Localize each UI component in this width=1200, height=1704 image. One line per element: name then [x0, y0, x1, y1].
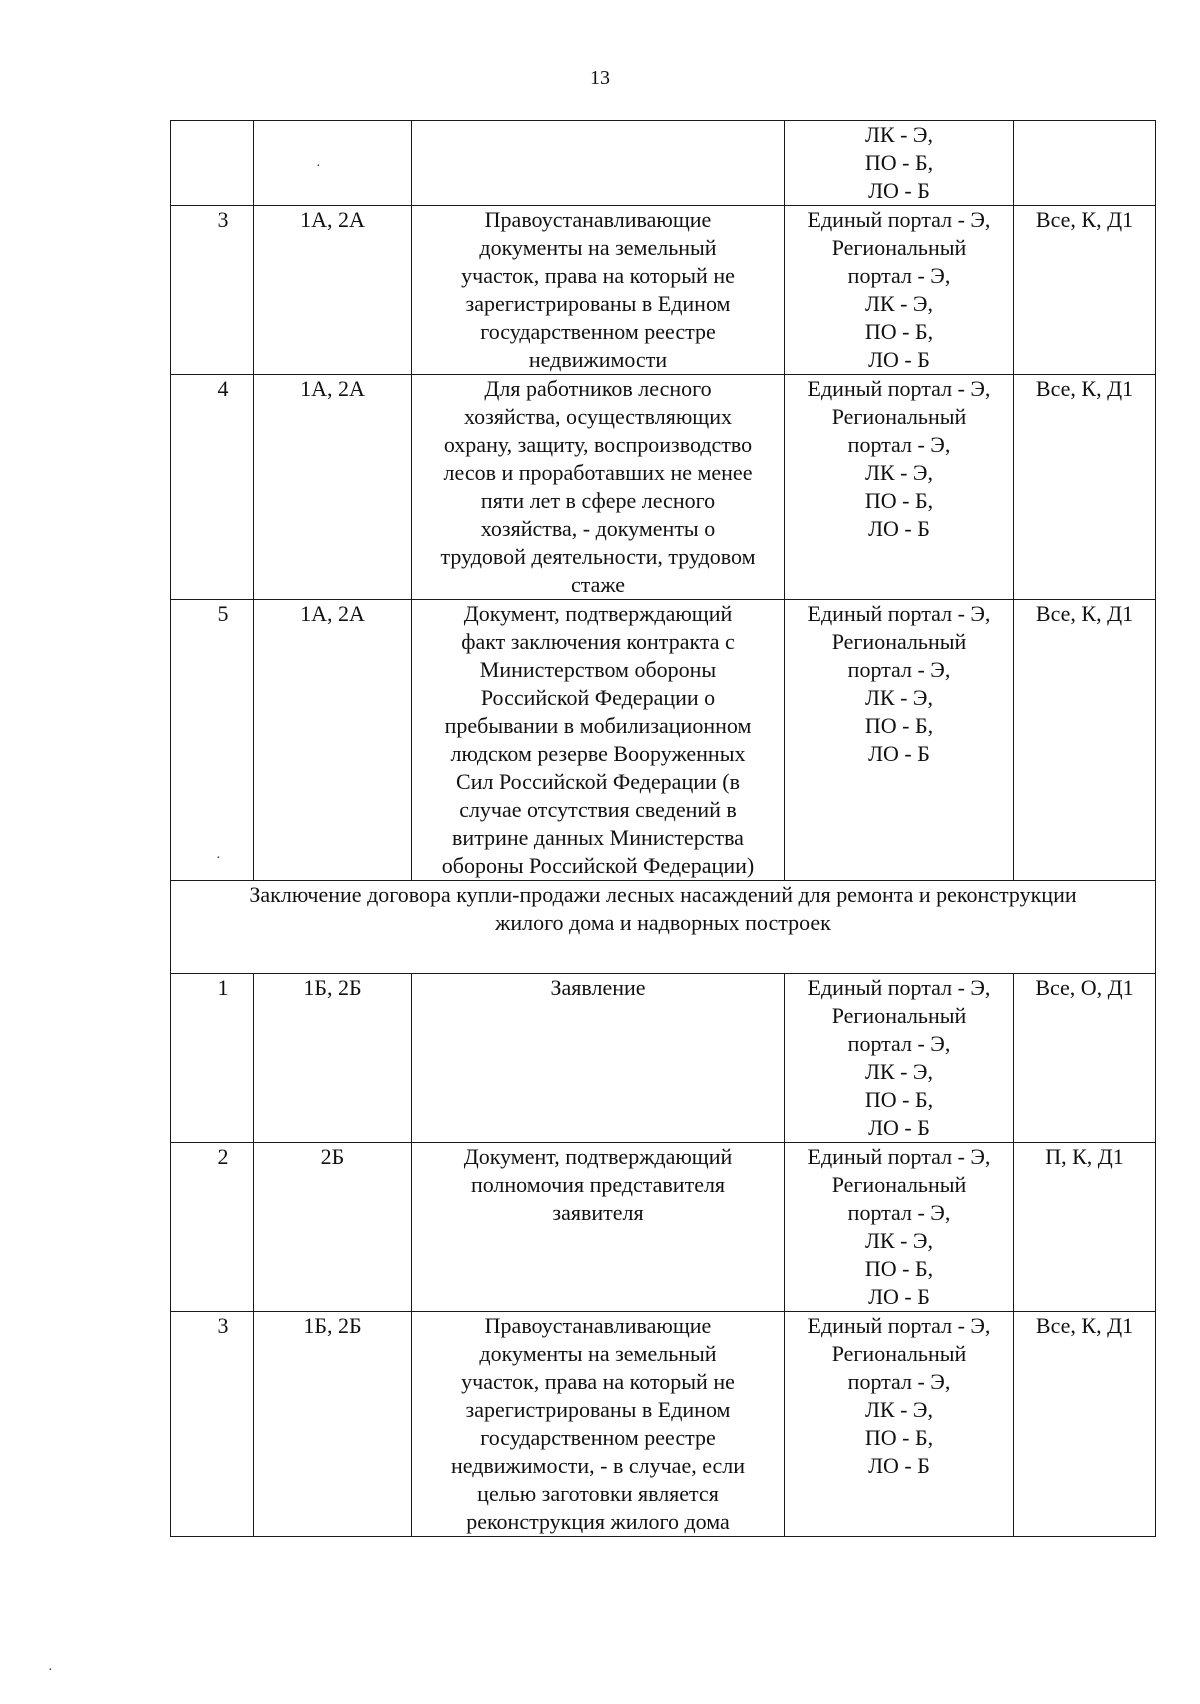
submission-channels: Единый портал - Э, Региональный портал - Э, ЛК - Э, ПО - Б, ЛО - Б — [807, 1144, 991, 1309]
submission-channels-cell — [785, 1312, 1014, 1537]
document-format-cell — [1014, 1143, 1156, 1312]
submission-channels-cell — [785, 206, 1014, 375]
row-number-cell — [171, 600, 254, 881]
table-row — [171, 974, 1156, 1143]
row-number: 1 — [217, 975, 229, 1000]
scan-speck: · — [316, 159, 321, 174]
document-format: П, К, Д1 — [1045, 1144, 1124, 1169]
row-number-cell — [171, 121, 254, 206]
submission-channels-cell — [785, 974, 1014, 1143]
document-name-cell — [412, 206, 785, 375]
scan-speck: · — [48, 1663, 53, 1678]
section-heading: Заключение договора купли-продажи лесных насаждений для ремонта и реконструкции жилого дома и надворных построек — [249, 882, 1077, 935]
applicant-code: 1А, 2А — [300, 601, 365, 626]
page-number: 13 — [590, 67, 610, 89]
document-name-cell — [412, 1312, 785, 1537]
applicant-code: 2Б — [320, 1144, 345, 1169]
document-name-cell — [412, 1143, 785, 1312]
document-name: Правоустанавливающие документы на земельный участок, права на который не зарегистрированы в Едином государственном реестре недвижимости, - в случае, если целью заготовки является реконструкция жилого дома — [450, 1313, 746, 1534]
section-heading-row — [171, 881, 1156, 974]
table-row — [171, 600, 1156, 881]
row-number-cell — [171, 1312, 254, 1537]
table-row — [171, 375, 1156, 600]
row-number: 3 — [217, 207, 229, 232]
applicant-code-cell — [254, 974, 412, 1143]
document-format-cell — [1014, 375, 1156, 600]
document-format-cell — [1014, 121, 1156, 206]
row-number-cell — [171, 974, 254, 1143]
document-format: Все, К, Д1 — [1035, 1313, 1134, 1338]
submission-channels: Единый портал - Э, Региональный портал - Э, ЛК - Э, ПО - Б, ЛО - Б — [807, 975, 991, 1140]
documents-table — [170, 120, 1156, 1537]
document-name: Документ, подтверждающий факт заключения контракта с Министерством обороны Российской Федерации о пребывании в мобилизационном людском резерве Вооруженных Сил Российской Федерации (в случае отсутствия сведений в витрине данных Министерства обороны Российской Федерации) — [441, 601, 755, 878]
applicant-code-cell — [254, 121, 412, 206]
table-row — [171, 206, 1156, 375]
document-name-cell — [412, 974, 785, 1143]
scan-speck: · — [216, 851, 221, 866]
document-format-cell — [1014, 974, 1156, 1143]
row-number: 4 — [217, 376, 229, 401]
document-format: Все, К, Д1 — [1035, 601, 1134, 626]
document-format-cell — [1014, 206, 1156, 375]
document-name: Заявление — [550, 975, 646, 1000]
document-name-cell — [412, 375, 785, 600]
table-row — [171, 1312, 1156, 1537]
applicant-code-cell — [254, 600, 412, 881]
row-number-cell — [171, 1143, 254, 1312]
row-number: 2 — [217, 1144, 229, 1169]
row-number-cell — [171, 206, 254, 375]
document-name-cell — [412, 600, 785, 881]
submission-channels-cell — [785, 375, 1014, 600]
applicant-code: 1Б, 2Б — [303, 1313, 362, 1338]
submission-channels-cell — [785, 600, 1014, 881]
submission-channels: Единый портал - Э, Региональный портал - Э, ЛК - Э, ПО - Б, ЛО - Б — [807, 1313, 991, 1478]
document-name-cell — [412, 121, 785, 206]
row-number-cell — [171, 375, 254, 600]
applicant-code: 1А, 2А — [300, 207, 365, 232]
submission-channels: ЛК - Э, ПО - Б, ЛО - Б — [864, 122, 934, 203]
row-number: 5 — [217, 601, 229, 626]
document-format: Все, К, Д1 — [1035, 207, 1134, 232]
applicant-code-cell — [254, 375, 412, 600]
submission-channels: Единый портал - Э, Региональный портал - Э, ЛК - Э, ПО - Б, ЛО - Б — [807, 601, 991, 766]
section-heading-cell — [171, 881, 1156, 974]
table-row — [171, 1143, 1156, 1312]
document-format-cell — [1014, 600, 1156, 881]
document-format: Все, О, Д1 — [1035, 975, 1134, 1000]
submission-channels-cell — [785, 121, 1014, 206]
row-number: 3 — [217, 1313, 229, 1338]
applicant-code-cell — [254, 1143, 412, 1312]
document-name: Для работников лесного хозяйства, осуществляющих охрану, защиту, воспроизводство лесов и проработавших не менее пяти лет в сфере лесного хозяйства, - документы о трудовой деятельности, трудовом стаже — [440, 376, 756, 597]
submission-channels-cell — [785, 1143, 1014, 1312]
applicant-code-cell — [254, 206, 412, 375]
applicant-code-cell — [254, 1312, 412, 1537]
submission-channels: Единый портал - Э, Региональный портал - Э, ЛК - Э, ПО - Б, ЛО - Б — [807, 376, 991, 541]
document-format-cell — [1014, 1312, 1156, 1537]
applicant-code: 1Б, 2Б — [303, 975, 362, 1000]
document-format: Все, К, Д1 — [1035, 376, 1134, 401]
document-name: Правоустанавливающие документы на земельный участок, права на который не зарегистрированы в Едином государственном реестре недвижимости — [461, 207, 735, 372]
submission-channels: Единый портал - Э, Региональный портал - Э, ЛК - Э, ПО - Б, ЛО - Б — [807, 207, 991, 372]
applicant-code: 1А, 2А — [300, 376, 365, 401]
document-name: Документ, подтверждающий полномочия представителя заявителя — [463, 1144, 733, 1225]
